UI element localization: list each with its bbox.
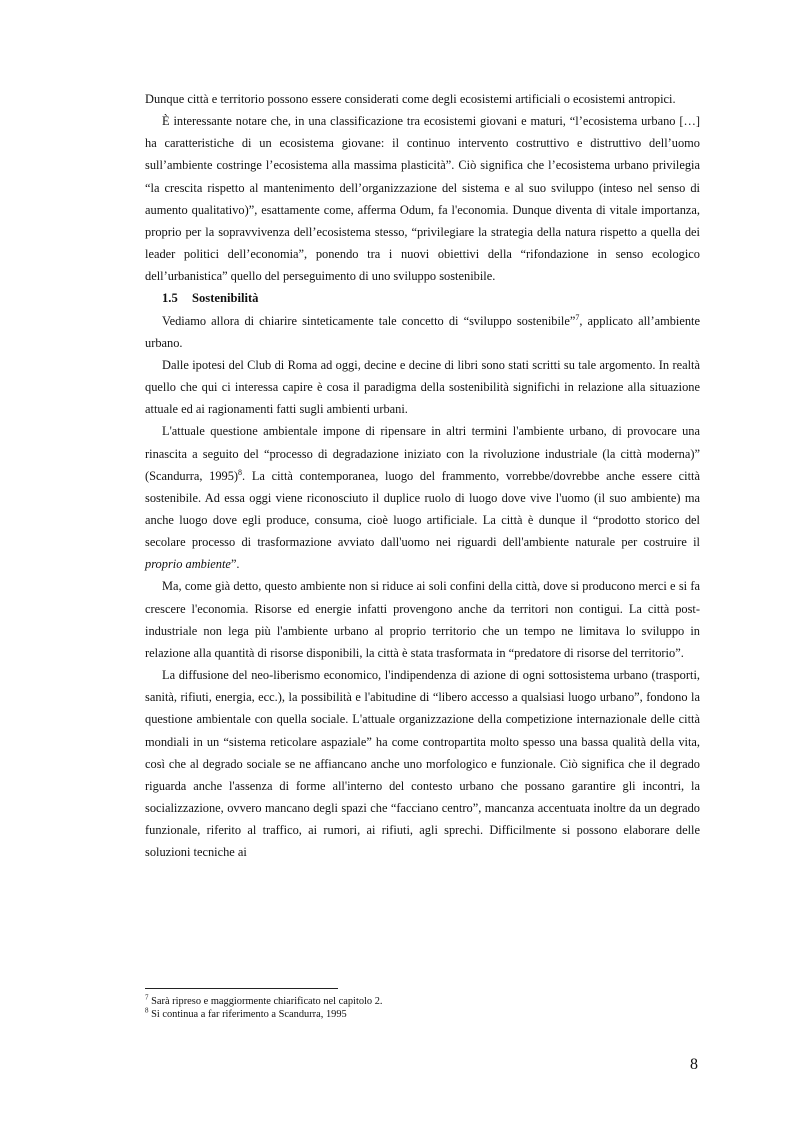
footnote-7-number: 7 — [145, 993, 149, 1002]
page-body — [145, 88, 700, 863]
footnotes — [145, 995, 700, 1021]
paragraph-3-text-b: , applicato all’ambiente urbano. — [145, 313, 700, 350]
paragraph-4: Dalle ipotesi del Club di Roma ad oggi, decine e decine di libri sono stati scritti su tale argomento. In realtà quello che qui ci interessa capire è cosa il paradigma della sostenibilità significhi in relazione alla situazione attuale ed ai ragionamenti fatti sugli ambienti urbani. — [145, 357, 700, 417]
paragraph-5-emphasis: proprio ambiente — [145, 557, 231, 572]
paragraph-1: Dunque città e territorio possono essere considerati come degli ecosistemi artificiali o ecosistemi antropici. — [145, 92, 676, 106]
paragraph-7: La diffusione del neo-liberismo economico, l'indipendenza di azione di ogni sottosistema urbano (trasporti, sanità, rifiuti, energia, ecc.), la possibilità e l'abitudine di “libero accesso a qualsiasi luogo urbano”, fondono la questione ambientale con quella sociale. L'attuale organizzazione della competizione internazionale delle città mondiali in un “sistema reticolare aspaziale” ha come contropartita molto spesso una bassa qualità della vita, così che al degrado sociale se ne affiancano anche uno morfologico e funzionale. Ciò significa che il degrado riguarda anche l'assenza di forme all'interno del contesto urbano che possano garantire gli incontri, la socializzazione, ovvero mancano degli spazi che “facciano centro”, mancanza accentuata inoltre da un degrado funzionale, riferito al traffico, ai rumori, ai rifiuti, agli sprechi. Difficilmente si possono elaborare delle soluzioni tecniche ai — [145, 668, 700, 860]
section-heading — [162, 287, 700, 309]
page-number: 8 — [690, 1056, 698, 1073]
footnote-8 — [145, 1008, 700, 1021]
paragraph-5 — [145, 420, 700, 575]
footnote-ref-7: 7 — [575, 312, 580, 322]
paragraph-2: È interessante notare che, in una classificazione tra ecosistemi giovani e maturi, “l’ecosistema urbano […] ha caratteristiche di un ecosistema giovane: il continuo intervento costruttivo e distruttivo dell’uomo sull’ambiente costringe l’ecosistema alla massima plasticità”. Ciò significa che l’ecosistema urbano privilegia “la crescita rispetto al mantenimento dell’organizzazione del sistema e al suo sviluppo (inteso nel senso di aumento qualitativo)”, esattamente come, afferma Odum, fa l'economia. Dunque diventa di vitale importanza, proprio per la sopravvivenza dell’ecosistema stesso, “privilegiare la strategia della natura rispetto a quella dei leader politici dell’economia”, ponendo tra i nuovi obiettivi della “rifondazione in senso ecologico dell’urbanistica” quello del perseguimento di uno sviluppo sostenibile. — [145, 114, 700, 284]
paragraph-5-text-a: L'attuale questione ambientale impone di ripensare in altri termini l'ambiente urbano, di provocare una rinascita a seguito del “processo di degradazione iniziato con la rivoluzione industriale (la città moderna)” (Scandurra, 1995) — [145, 424, 700, 483]
paragraph-3-text-a: Vediamo allora di chiarire sinteticamente tale concetto di “sviluppo sostenibile” — [162, 313, 576, 328]
paragraph-3 — [145, 310, 700, 354]
footnote-divider — [145, 988, 338, 989]
section-title: Sostenibilità — [192, 291, 259, 306]
paragraph-5-text-b: . La città contemporanea, luogo del frammento, vorrebbe/dovrebbe anche essere città sostenibile. Ad essa oggi viene riconosciuto il duplice ruolo di luogo dove vive l'uomo (il suo ambiente) ma anche luogo dove egli produce, consuma, cioè luogo artificiale. La città è dunque il “prodotto storico del secolare processo di trasformazione avviato dall'uomo nei riguardi dell'ambiente naturale per costruire il — [145, 468, 700, 550]
footnote-7-text: Sarà ripreso e maggiormente chiarificato nel capitolo 2. — [151, 996, 383, 1007]
paragraph-5-text-c: ”. — [230, 557, 240, 572]
footnote-7 — [145, 995, 700, 1008]
paragraph-6: Ma, come già detto, questo ambiente non si riduce ai soli confini della città, dove si producono merci e si fa crescere l'economia. Risorse ed energie infatti provengono anche da territori non contigui. La città post-industriale non lega più l'ambiente urbano al proprio territorio che un tempo ne limitava lo sviluppo in relazione alla quantità di risorse disponibili, la città è stata trasformata in “predatore di risorse del territorio”. — [145, 579, 700, 660]
footnote-8-text: Si continua a far riferimento a Scandurra, 1995 — [151, 1009, 347, 1020]
footnote-ref-8: 8 — [238, 467, 243, 477]
section-number: 1.5 — [162, 291, 178, 306]
footnote-8-number: 8 — [145, 1006, 149, 1015]
